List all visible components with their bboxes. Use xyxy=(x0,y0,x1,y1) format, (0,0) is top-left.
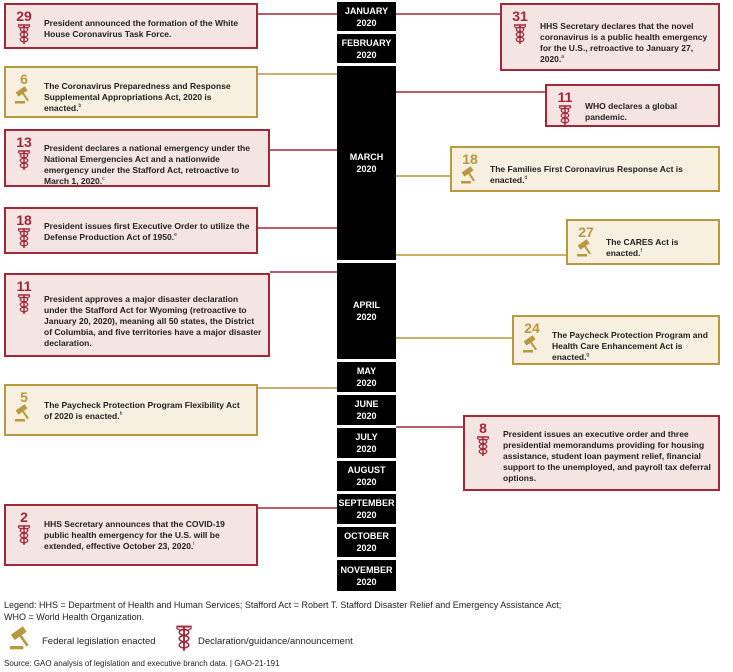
caduceus-icon xyxy=(17,524,31,546)
caduceus-icon xyxy=(17,227,31,249)
event-day: 2 xyxy=(20,509,28,525)
gavel-icon xyxy=(459,166,481,184)
legend-legislation-label: Federal legislation enacted xyxy=(42,636,156,647)
event-text: President approves a major disaster declaration under the Stafford Act for Wyoming (retroactive to January 20, 2020), meaning all 50 states, the District of Columbia, and five territories have a major disaster declaration. xyxy=(44,294,262,348)
event-text: President issues an executive order and three presidential memorandums providing for housing assistance, student loan payment relief, financial support to the unemployed, and payroll tax deferral options. xyxy=(503,429,711,483)
event-text: President issues first Executive Order to utilize the Defense Production Act of 1950. xyxy=(44,221,250,242)
event-text: HHS Secretary declares that the novel coronavirus is a public health emergency for the U.S., retroactive to January 27, 2020. xyxy=(540,21,708,64)
event-text: The Paycheck Protection Program and Health Care Enhancement Act is enacted. xyxy=(552,330,708,362)
event-box xyxy=(463,415,720,491)
footnote-mark: d xyxy=(524,175,528,182)
event-box xyxy=(4,3,258,49)
event-day: 13 xyxy=(16,134,32,150)
event-box xyxy=(4,66,258,118)
event-day: 8 xyxy=(479,420,487,436)
legend-line: Legend: HHS = Department of Health and Human Services; Stafford Act = Robert T. Stafford Disaster Relief and Emergency Assistance Act; xyxy=(4,600,562,610)
month-april: APRIL 2020 xyxy=(337,263,396,359)
event-box xyxy=(545,84,720,127)
event-day: 11 xyxy=(557,89,573,105)
gavel-icon xyxy=(521,335,543,353)
footnote-mark: f xyxy=(640,248,642,255)
gavel-icon xyxy=(575,239,597,257)
event-box xyxy=(450,146,720,192)
footnote-mark: b xyxy=(78,103,82,110)
event-box xyxy=(4,207,258,254)
event-day: 29 xyxy=(16,8,32,24)
event-box xyxy=(4,384,258,436)
footnote-mark: h xyxy=(119,411,123,418)
month-september: SEPTEMBER 2020 xyxy=(337,494,396,524)
event-day: 18 xyxy=(16,212,32,228)
event-box xyxy=(566,219,720,265)
footnote-mark: c xyxy=(102,176,105,183)
event-text: HHS Secretary announces that the COVID-19 public health emergency for the U.S. will be extended, effective October 23, 2020. xyxy=(44,519,225,551)
event-text: The Families First Coronavirus Response Act is enacted. xyxy=(490,164,683,185)
caduceus-icon xyxy=(17,149,31,171)
gavel-icon xyxy=(13,404,35,422)
event-day: 5 xyxy=(20,389,28,405)
legend-text xyxy=(4,599,561,623)
month-august: AUGUST 2020 xyxy=(337,461,396,491)
event-text: President declares a national emergency under the National Emergencies Act and a nationwide emergency under the Stafford Act, retroactive to March 1, 2020. xyxy=(44,143,250,186)
footnote-mark: e xyxy=(174,232,177,239)
month-june: JUNE 2020 xyxy=(337,395,396,425)
caduceus-icon xyxy=(558,104,572,126)
event-day: 24 xyxy=(524,320,540,336)
event-box xyxy=(4,504,258,566)
gavel-icon xyxy=(13,86,35,104)
event-box xyxy=(4,129,270,187)
event-text: The Paycheck Protection Program Flexibility Act of 2020 is enacted. xyxy=(44,400,240,421)
caduceus-icon xyxy=(17,23,31,45)
event-box xyxy=(512,315,720,365)
legend-declaration-label: Declaration/guidance/announcement xyxy=(198,636,353,647)
event-day: 18 xyxy=(462,151,478,167)
gavel-icon xyxy=(6,626,38,650)
month-july: JULY 2020 xyxy=(337,428,396,458)
event-day: 27 xyxy=(578,224,594,240)
event-box xyxy=(4,273,270,357)
footnote-mark: g xyxy=(586,352,590,359)
event-day: 6 xyxy=(20,71,28,87)
caduceus-icon xyxy=(175,624,193,652)
footnote-mark: i xyxy=(193,541,195,548)
month-november: NOVEMBER 2020 xyxy=(337,560,396,591)
event-day: 11 xyxy=(16,278,32,294)
month-february: FEBRUARY 2020 xyxy=(337,34,396,63)
month-january: JANUARY 2020 xyxy=(337,2,396,31)
source-note: Source: GAO analysis of legislation and executive branch data. | GAO-21-191 xyxy=(4,659,280,668)
caduceus-icon xyxy=(17,293,31,315)
caduceus-icon xyxy=(476,435,490,457)
legend-line: WHO = World Health Organization. xyxy=(4,612,145,622)
event-text: President announced the formation of the White House Coronavirus Task Force. xyxy=(44,18,239,39)
month-october: OCTOBER 2020 xyxy=(337,527,396,557)
event-text: The Coronavirus Preparedness and Response Supplemental Appropriations Act, 2020 is enacted. xyxy=(44,81,231,113)
caduceus-icon xyxy=(513,23,527,45)
month-may: MAY 2020 xyxy=(337,362,396,392)
event-day: 31 xyxy=(512,8,528,24)
month-march: MARCH 2020 xyxy=(337,66,396,260)
event-text: WHO declares a global pandemic. xyxy=(585,101,678,122)
footnote-mark: a xyxy=(561,54,565,61)
event-text: The CARES Act is enacted. xyxy=(606,237,679,258)
event-box xyxy=(500,3,720,71)
